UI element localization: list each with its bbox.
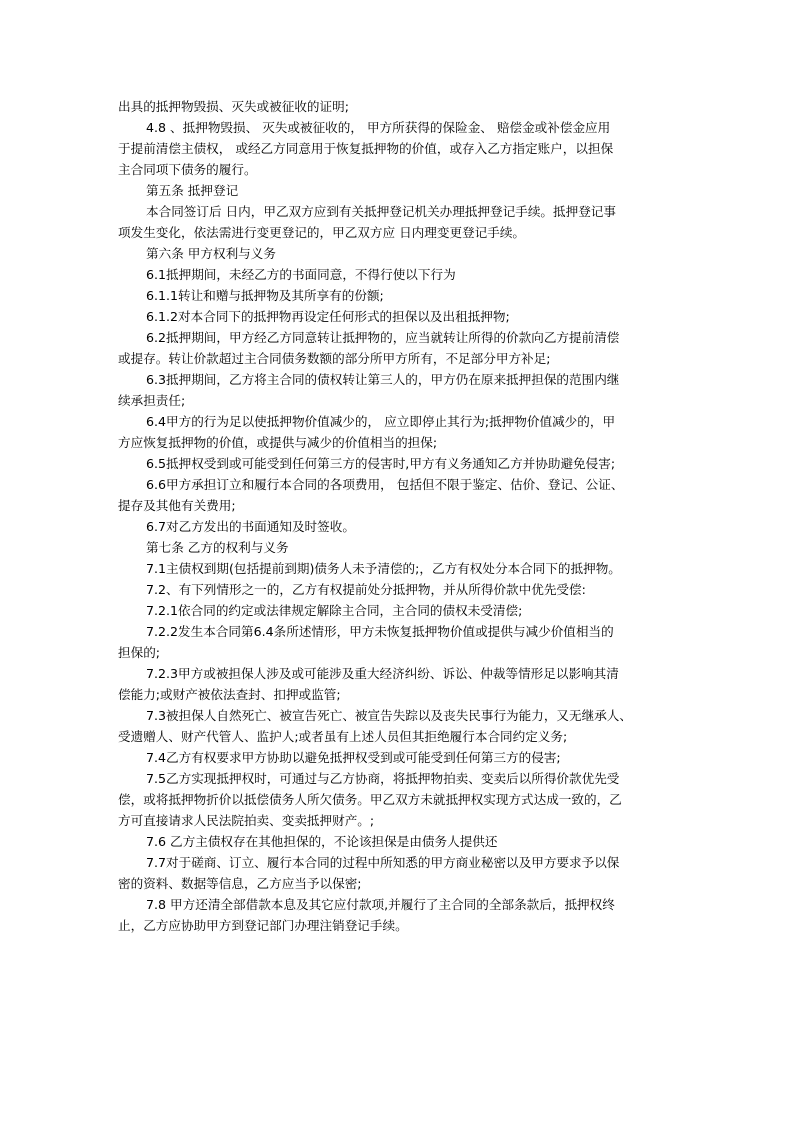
text-line: 7.6 乙方主债权存在其他担保的，不论该担保是由债务人提供还 xyxy=(146,834,498,849)
text-line: 密的资料、数据等信息，乙方应当予以保密; xyxy=(118,876,362,891)
text-line: 出具的抵押物毁损、灭失或被征收的证明; xyxy=(118,99,349,114)
text-line: 第七条 乙方的权利与义务 xyxy=(146,540,289,555)
text-line: 于提前清偿主债权， 或经乙方同意用于恢复抵押物的价值，或存入乙方指定账户，以担保 xyxy=(118,141,614,156)
text-line: 方应恢复抵押物的价值，或提供与减少的价值相当的担保; xyxy=(118,435,438,450)
text-line: 7.5乙方实现抵押权时，可通过与乙方协商，将抵押物拍卖、变卖后以所得价款优先受 xyxy=(146,771,620,786)
text-line: 偿能力;或财产被依法查封、扣押或监管; xyxy=(118,687,341,702)
text-line: 6.4甲方的行为足以使抵押物价值减少的， 应立即停止其行为;抵押物价值减少的，甲 xyxy=(146,414,616,429)
text-line: 本合同签订后 日内，甲乙双方应到有关抵押登记机关办理抵押登记手续。抵押登记事 xyxy=(146,204,616,219)
text-line: 受遗赠人、财产代管人、监护人;或者虽有上述人员但其拒绝履行本合同约定义务; xyxy=(118,729,568,744)
text-line: 6.1抵押期间，未经乙方的书面同意，不得行使以下行为 xyxy=(146,267,456,282)
text-line: 7.4乙方有权要求甲方协助以避免抵押权受到或可能受到任何第三方的侵害; xyxy=(146,750,561,765)
text-line: 担保的; xyxy=(118,645,161,660)
text-line: 7.8 甲方还清全部借款本息及其它应付款项,并履行了主合同的全部条款后，抵押权终 xyxy=(146,897,615,912)
text-line: 7.2.3甲方或被担保人涉及或可能涉及重大经济纠纷、诉讼、仲裁等情形足以影响其清 xyxy=(146,666,619,681)
text-line: 第六条 甲方权利与义务 xyxy=(146,246,276,261)
text-line: 7.3被担保人自然死亡、被宣告死亡、被宣告失踪以及丧失民事行为能力，又无继承人、 xyxy=(146,708,632,723)
text-line: 4.8 、抵押物毁损、 灭失或被征收的， 甲方所获得的保险金、 赔偿金或补偿金应用 xyxy=(146,120,611,135)
text-line: 6.7对乙方发出的书面通知及时签收。 xyxy=(146,519,355,534)
text-line: 7.1主债权到期(包括提前到期)债务人未予清偿的;，乙方有权处分本合同下的抵押物。 xyxy=(146,561,621,576)
text-line: 6.2抵押期间，甲方经乙方同意转让抵押物的，应当就转让所得的价款向乙方提前清偿 xyxy=(146,330,620,345)
text-line: 7.2.2发生本合同第6.4条所述情形，甲方未恢复抵押物价值或提供与减少价值相当的 xyxy=(146,624,614,639)
text-line: 续承担责任; xyxy=(118,393,186,408)
text-line: 6.5抵押权受到或可能受到任何第三方的侵害时,甲方有义务通知乙方并协助避免侵害; xyxy=(146,456,616,471)
text-line: 6.1.1转让和赠与抵押物及其所享有的份额; xyxy=(146,288,384,303)
text-line: 主合同项下债务的履行。 xyxy=(118,162,257,177)
text-line: 或提存。转让价款超过主合同债务数额的部分所甲方所有，不足部分甲方补足; xyxy=(118,351,551,366)
text-line: 方可直接请求人民法院拍卖、变卖抵押财产。; xyxy=(118,813,375,828)
text-line: 偿，或将抵押物折价以抵偿债务人所欠债务。甲乙双方未就抵押权实现方式达成一致的，乙 xyxy=(118,792,622,807)
text-line: 止，乙方应协助甲方到登记部门办理注销登记手续。 xyxy=(118,918,408,933)
text-line: 提存及其他有关费用; xyxy=(118,498,236,513)
document-body xyxy=(118,96,686,936)
text-line: 6.1.2对本合同下的抵押物再设定任何形式的担保以及出租抵押物; xyxy=(146,309,510,324)
text-line: 6.3抵押期间，乙方将主合同的债权转让第三人的，甲方仍在原来抵押担保的范围内继 xyxy=(146,372,620,387)
text-line: 7.7对于磋商、订立、履行本合同的过程中所知悉的甲方商业秘密以及甲方要求予以保 xyxy=(146,855,620,870)
text-line: 7.2、有下列情形之一的，乙方有权提前处分抵押物，并从所得价款中优先受偿: xyxy=(146,582,586,597)
text-line: 6.6甲方承担订立和履行本合同的各项费用， 包括但不限于鉴定、估价、登记、公证、 xyxy=(146,477,624,492)
text-line: 第五条 抵押登记 xyxy=(146,183,239,198)
text-line: 项发生变化，依法需进行变更登记的，甲乙双方应 日内理变更登记手续。 xyxy=(118,225,526,240)
text-line: 7.2.1依合同的约定或法律规定解除主合同，主合同的债权未受清偿; xyxy=(146,603,523,618)
